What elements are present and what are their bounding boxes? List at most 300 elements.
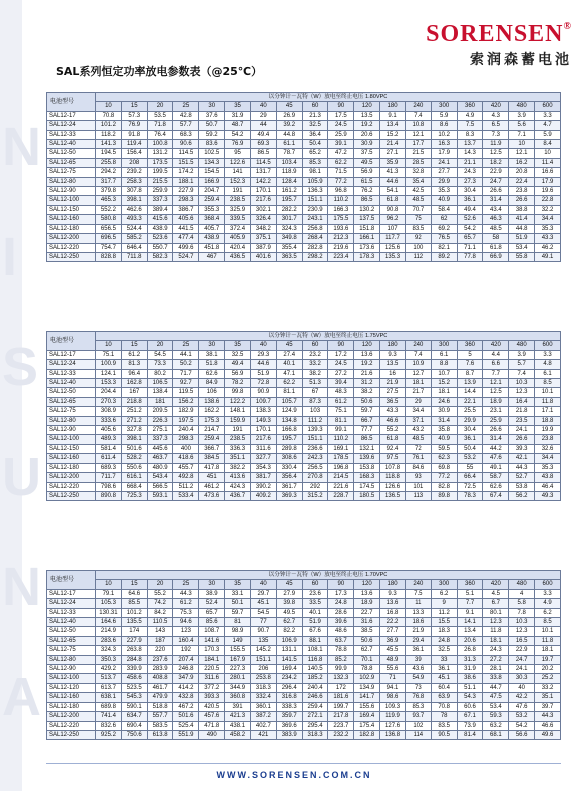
power-value-cell: 134.8 — [276, 416, 302, 425]
table-row — [47, 599, 561, 608]
time-column-header: 20 — [147, 341, 173, 350]
table-row — [47, 388, 561, 397]
power-value-cell: 356.4 — [276, 473, 302, 482]
power-value-cell: 272.1 — [302, 712, 328, 721]
power-value-cell: 10 — [535, 149, 561, 158]
power-value-cell: 301.7 — [276, 215, 302, 224]
power-value-cell: 49.4 — [250, 130, 276, 139]
power-value-cell: 317.7 — [96, 177, 122, 186]
power-value-cell: 110.2 — [328, 196, 354, 205]
power-value-cell: 110.5 — [147, 618, 173, 627]
power-value-cell: 92.4 — [380, 444, 406, 453]
power-value-cell: 47.6 — [483, 454, 509, 463]
power-value-cell: 101 — [405, 482, 431, 491]
power-value-cell: 243.1 — [302, 215, 328, 224]
watermark-letter: A — [2, 667, 41, 727]
power-value-cell: 92.7 — [173, 379, 199, 388]
power-value-cell: 47.5 — [483, 693, 509, 702]
power-value-cell: 72.8 — [250, 379, 276, 388]
power-value-cell: 401.6 — [250, 252, 276, 261]
model-cell: SAL12-180 — [47, 224, 96, 233]
power-value-cell: 339.9 — [121, 665, 147, 674]
time-column-header: 300 — [431, 580, 457, 589]
power-value-cell: 54.9 — [405, 674, 431, 683]
table-row — [47, 674, 561, 683]
power-value-cell: 99.8 — [225, 388, 251, 397]
power-value-cell: 149 — [225, 636, 251, 645]
model-cell: SAL12-160 — [47, 454, 96, 463]
power-value-cell: 217.6 — [250, 196, 276, 205]
time-column-header: 480 — [509, 580, 535, 589]
power-value-cell: 238.5 — [225, 196, 251, 205]
power-value-cell: 11.2 — [431, 608, 457, 617]
power-value-cell: 56.9 — [354, 168, 380, 177]
power-value-cell: 37.6 — [199, 111, 225, 120]
power-value-cell: 93 — [405, 473, 431, 482]
power-value-cell: 10.1 — [535, 388, 561, 397]
power-value-cell: 131.1 — [276, 646, 302, 655]
power-value-cell: 49.1 — [483, 463, 509, 472]
power-value-cell: 134.3 — [199, 158, 225, 167]
power-value-cell: 46.6 — [380, 416, 406, 425]
power-value-cell: 78.8 — [354, 665, 380, 674]
model-cell: SAL12-90 — [47, 187, 96, 196]
power-value-cell: 12.3 — [509, 388, 535, 397]
power-value-cell: 90.6 — [173, 140, 199, 149]
power-value-cell: 253.8 — [250, 674, 276, 683]
power-value-cell: 131.2 — [147, 149, 173, 158]
time-column-header: 15 — [121, 102, 147, 111]
power-value-cell: 51.9 — [250, 369, 276, 378]
time-column-header: 60 — [302, 580, 328, 589]
power-value-cell: 49.4 — [457, 205, 483, 214]
power-value-cell: 23.8 — [509, 187, 535, 196]
power-value-cell: 218.8 — [121, 397, 147, 406]
power-value-cell: 354.3 — [250, 463, 276, 472]
power-value-cell: 9 — [431, 599, 457, 608]
power-value-cell: 292 — [302, 482, 328, 491]
power-value-cell: 81.3 — [121, 360, 147, 369]
power-value-cell: 42.8 — [173, 111, 199, 120]
power-value-cell: 138.3 — [250, 407, 276, 416]
power-value-cell: 35.1 — [535, 693, 561, 702]
power-value-cell: 39.7 — [535, 702, 561, 711]
power-value-cell: 72 — [405, 444, 431, 453]
power-value-cell: 9.3 — [380, 589, 406, 598]
power-value-cell: 37.1 — [405, 416, 431, 425]
power-value-cell: 585.2 — [121, 234, 147, 243]
table-row — [47, 416, 561, 425]
power-value-cell: 78.3 — [457, 491, 483, 500]
power-value-cell: 24.8 — [431, 636, 457, 645]
power-value-cell: 382.2 — [225, 463, 251, 472]
model-cell: SAL12-50 — [47, 388, 96, 397]
power-value-cell: 44.2 — [483, 444, 509, 453]
model-cell: SAL12-180 — [47, 463, 96, 472]
power-value-cell: 16.4 — [509, 397, 535, 406]
time-column-header: 25 — [173, 102, 199, 111]
power-value-cell: 50.4 — [302, 140, 328, 149]
power-value-cell: 21.9 — [380, 379, 406, 388]
power-value-cell: 46.4 — [535, 482, 561, 491]
power-value-cell: 25.2 — [535, 674, 561, 683]
power-value-cell: 19.2 — [354, 360, 380, 369]
power-value-cell: 236.6 — [302, 444, 328, 453]
power-value-cell: 40.1 — [276, 360, 302, 369]
power-value-cell: 6.1 — [431, 350, 457, 359]
power-value-cell: 6.5 — [483, 121, 509, 130]
table-row — [47, 608, 561, 617]
time-column-header: 420 — [483, 341, 509, 350]
power-value-cell: 226.3 — [147, 416, 173, 425]
power-value-cell: 366.7 — [199, 444, 225, 453]
power-value-cell: 18.1 — [483, 636, 509, 645]
power-value-cell: 8.8 — [431, 360, 457, 369]
power-value-cell: 432.8 — [173, 693, 199, 702]
power-value-cell: 16.2 — [509, 158, 535, 167]
power-value-cell: 43.3 — [380, 407, 406, 416]
power-value-cell: 85.5 — [121, 599, 147, 608]
power-value-cell: 10.7 — [431, 369, 457, 378]
time-column-header: 30 — [199, 341, 225, 350]
power-value-cell: 582.3 — [147, 252, 173, 261]
power-value-cell: 14.4 — [457, 388, 483, 397]
time-column-header: 40 — [250, 580, 276, 589]
power-value-cell: 53.4 — [509, 243, 535, 252]
power-value-cell: 393.3 — [199, 693, 225, 702]
power-value-cell: 178.3 — [354, 252, 380, 261]
power-value-cell: 61.2 — [328, 397, 354, 406]
power-value-cell: 132.1 — [354, 444, 380, 453]
power-value-cell: 152.3 — [225, 177, 251, 186]
power-value-cell: 337.3 — [147, 196, 173, 205]
model-cell: SAL12-80 — [47, 177, 96, 186]
power-value-cell: 4.9 — [457, 111, 483, 120]
power-value-cell: 8.3 — [457, 130, 483, 139]
table-row — [47, 168, 561, 177]
time-column-header: 120 — [354, 341, 380, 350]
power-value-cell: 36.5 — [380, 397, 406, 406]
power-value-cell: 6.2 — [431, 589, 457, 598]
power-value-cell: 327.8 — [121, 426, 147, 435]
power-value-cell: 690.4 — [121, 721, 147, 730]
power-value-cell: 85.2 — [328, 655, 354, 664]
power-value-cell: 32.5 — [302, 121, 328, 130]
power-value-cell: 44.8 — [276, 130, 302, 139]
power-value-cell: 40.9 — [431, 196, 457, 205]
power-value-cell: 16.6 — [535, 168, 561, 177]
power-value-cell: 94.6 — [173, 618, 199, 627]
power-value-cell: 61.1 — [276, 140, 302, 149]
time-column-header: 420 — [483, 102, 509, 111]
table-row — [47, 177, 561, 186]
power-value-cell: 424.3 — [225, 482, 251, 491]
power-value-cell: 62.2 — [276, 379, 302, 388]
time-column-header: 45 — [276, 102, 302, 111]
power-value-cell: 458.6 — [121, 674, 147, 683]
power-value-cell: 38.2 — [302, 369, 328, 378]
model-cell: SAL12-250 — [47, 491, 96, 500]
power-value-cell: 52.6 — [457, 215, 483, 224]
power-value-cell: 54.2 — [225, 130, 251, 139]
power-value-cell: 551.9 — [173, 730, 199, 739]
power-value-cell: 10.9 — [405, 360, 431, 369]
power-value-cell: 24.5 — [328, 121, 354, 130]
power-value-cell: 80.1 — [483, 608, 509, 617]
power-value-cell: 18.8 — [535, 416, 561, 425]
power-value-cell: 48.7 — [225, 121, 251, 130]
power-value-cell: 77.7 — [354, 426, 380, 435]
power-value-cell: 68.1 — [483, 730, 509, 739]
power-value-cell: 39.1 — [328, 140, 354, 149]
table-row — [47, 130, 561, 139]
power-value-cell: 741.4 — [96, 712, 122, 721]
power-value-cell: 18.3 — [431, 627, 457, 636]
power-value-cell: 750.6 — [121, 730, 147, 739]
power-value-cell: 13.6 — [380, 599, 406, 608]
power-value-cell: 9.1 — [380, 111, 406, 120]
power-value-cell: 9.1 — [457, 608, 483, 617]
power-value-cell: 337.3 — [147, 435, 173, 444]
power-value-cell: 87.3 — [302, 397, 328, 406]
power-value-cell: 39.2 — [276, 121, 302, 130]
power-value-cell: 137.5 — [354, 215, 380, 224]
table-row — [47, 618, 561, 627]
power-value-cell: 11.8 — [535, 397, 561, 406]
power-value-cell: 48.5 — [405, 435, 431, 444]
power-value-cell: 12.1 — [509, 149, 535, 158]
model-cell: SAL12-65 — [47, 636, 96, 645]
power-value-cell: 36.1 — [431, 665, 457, 674]
power-value-cell: 15.5 — [431, 618, 457, 627]
power-value-cell: 8.7 — [457, 369, 483, 378]
power-value-cell: 141.6 — [199, 636, 225, 645]
table-row — [47, 683, 561, 692]
power-value-cell: 52.7 — [509, 473, 535, 482]
time-column-header: 45 — [276, 580, 302, 589]
power-value-cell: 39 — [405, 655, 431, 664]
power-value-cell: 13.5 — [380, 360, 406, 369]
power-value-cell: 68.3 — [173, 130, 199, 139]
power-value-cell: 103 — [302, 407, 328, 416]
power-value-cell: 217.6 — [250, 435, 276, 444]
power-value-cell: 85.3 — [405, 702, 431, 711]
power-value-cell: 499.6 — [173, 243, 199, 252]
power-value-cell: 95 — [225, 149, 251, 158]
power-value-cell: 83.6 — [199, 140, 225, 149]
power-value-cell: 21.7 — [405, 388, 431, 397]
power-value-cell: 35.3 — [535, 224, 561, 233]
power-value-cell: 455.7 — [173, 463, 199, 472]
model-cell: SAL12-40 — [47, 140, 96, 149]
power-value-cell: 135.5 — [121, 618, 147, 627]
power-value-cell: 294.2 — [96, 168, 122, 177]
power-value-cell: 513.7 — [96, 674, 122, 683]
power-value-cell: 25.5 — [457, 407, 483, 416]
power-value-cell: 326.4 — [250, 215, 276, 224]
model-cell: SAL12-75 — [47, 168, 96, 177]
watermark-letter: U — [2, 447, 41, 507]
power-value-cell: 76.4 — [147, 130, 173, 139]
watermark-letter: S — [2, 337, 39, 397]
power-value-cell: 307.8 — [121, 187, 147, 196]
power-value-cell: 238.5 — [225, 435, 251, 444]
power-value-cell: 32.5 — [225, 350, 251, 359]
power-value-cell: 151.8 — [354, 224, 380, 233]
power-value-cell: 15.2 — [431, 379, 457, 388]
power-value-cell: 24.1 — [431, 158, 457, 167]
power-value-cell: 43.6 — [405, 665, 431, 674]
power-value-cell: 44.7 — [483, 683, 509, 692]
power-value-cell: 14.1 — [457, 618, 483, 627]
power-value-cell: 5.8 — [509, 599, 535, 608]
power-value-cell: 60.4 — [431, 683, 457, 692]
power-value-cell: 355.4 — [276, 243, 302, 252]
time-column-header: 40 — [250, 341, 276, 350]
power-value-cell: 40.1 — [302, 608, 328, 617]
power-value-cell: 100.8 — [147, 140, 173, 149]
power-value-cell: 118.2 — [96, 130, 122, 139]
power-value-cell: 27.2 — [483, 655, 509, 664]
power-value-cell: 524.7 — [173, 252, 199, 261]
model-cell: SAL12-17 — [47, 350, 96, 359]
power-value-cell: 94.1 — [380, 683, 406, 692]
power-value-cell: 324.3 — [96, 646, 122, 655]
power-value-cell: 223.7 — [328, 721, 354, 730]
power-value-cell: 689.3 — [96, 463, 122, 472]
power-value-cell: 86.5 — [354, 196, 380, 205]
power-value-cell: 38.1 — [199, 350, 225, 359]
power-value-cell: 139.3 — [302, 426, 328, 435]
power-value-cell: 153.3 — [96, 379, 122, 388]
power-value-cell: 44 — [250, 121, 276, 130]
power-value-cell: 383.9 — [276, 730, 302, 739]
power-value-cell: 135 — [250, 636, 276, 645]
power-value-cell: 33.8 — [483, 674, 509, 683]
power-value-cell: 27.4 — [276, 350, 302, 359]
power-value-cell: 467.2 — [173, 702, 199, 711]
power-value-cell: 27.7 — [380, 627, 406, 636]
power-value-cell: 191 — [225, 187, 251, 196]
power-value-cell: 24.8 — [328, 599, 354, 608]
power-value-cell: 232.2 — [328, 730, 354, 739]
power-value-cell: 50.6 — [354, 636, 380, 645]
power-value-cell: 457.6 — [199, 712, 225, 721]
table-row — [47, 140, 561, 149]
discharge-table — [46, 92, 561, 262]
power-value-cell: 339.5 — [225, 215, 251, 224]
power-value-cell: 219.6 — [328, 243, 354, 252]
model-cell: SAL12-90 — [47, 665, 96, 674]
power-value-cell: 67.4 — [483, 491, 509, 500]
watermark-letter: N — [2, 557, 41, 617]
time-column-header: 480 — [509, 102, 535, 111]
power-value-cell: 53.2 — [457, 454, 483, 463]
power-value-cell: 336.3 — [225, 444, 251, 453]
power-value-cell: 489.3 — [96, 435, 122, 444]
power-value-cell: 60.6 — [457, 702, 483, 711]
power-value-cell: 32.6 — [535, 444, 561, 453]
power-value-cell: 420.5 — [199, 702, 225, 711]
power-value-cell: 23.6 — [302, 589, 328, 598]
time-column-header: 15 — [121, 580, 147, 589]
power-value-cell: 96.8 — [328, 187, 354, 196]
power-value-cell: 39.4 — [328, 379, 354, 388]
power-value-cell: 122.6 — [225, 158, 251, 167]
power-value-cell: 53.4 — [483, 702, 509, 711]
power-value-cell: 22.2 — [380, 618, 406, 627]
power-value-cell: 5.9 — [431, 111, 457, 120]
power-value-cell: 215.5 — [147, 177, 173, 186]
power-value-cell: 387.2 — [250, 712, 276, 721]
power-value-cell: 405.7 — [199, 224, 225, 233]
power-value-cell: 480.9 — [147, 463, 173, 472]
power-value-cell: 130.2 — [354, 205, 380, 214]
power-value-cell: 156.4 — [121, 149, 147, 158]
power-value-cell: 550.7 — [147, 243, 173, 252]
table-row — [47, 187, 561, 196]
power-value-cell: 49.1 — [535, 252, 561, 261]
power-value-cell: 581.4 — [96, 444, 122, 453]
power-value-cell: 10.1 — [535, 627, 561, 636]
power-value-cell: 128.4 — [276, 177, 302, 186]
power-value-cell: 66.4 — [457, 473, 483, 482]
power-value-cell: 24.3 — [457, 168, 483, 177]
power-value-cell: 18.1 — [535, 646, 561, 655]
time-column-header: 360 — [457, 341, 483, 350]
power-value-cell: 174 — [121, 627, 147, 636]
power-value-cell: 405.6 — [96, 426, 122, 435]
power-value-cell: 98.6 — [380, 693, 406, 702]
power-value-cell: 45.5 — [380, 646, 406, 655]
power-value-cell: 467 — [199, 252, 225, 261]
power-value-cell: 3.9 — [509, 350, 535, 359]
power-value-cell: 545.3 — [121, 693, 147, 702]
power-value-cell: 49.5 — [276, 608, 302, 617]
model-cell: SAL12-65 — [47, 158, 96, 167]
power-value-cell: 501.6 — [173, 712, 199, 721]
power-value-cell: 170.1 — [250, 426, 276, 435]
power-value-cell: 126.6 — [380, 482, 406, 491]
power-value-cell: 48.6 — [328, 627, 354, 636]
power-value-cell: 725.3 — [121, 491, 147, 500]
power-value-cell: 580.8 — [96, 215, 122, 224]
power-value-cell: 33.2 — [535, 683, 561, 692]
power-value-cell: 56.2 — [509, 491, 535, 500]
power-value-cell: 100 — [405, 243, 431, 252]
power-value-cell: 44.8 — [509, 224, 535, 233]
power-value-cell: 420.4 — [225, 243, 251, 252]
discharge-condition-header: 以分钟计－瓦特（W）放电至终止电压 1.70VPC — [96, 571, 561, 580]
model-column-header: 电池型号 — [47, 571, 96, 590]
power-value-cell: 355.3 — [199, 205, 225, 214]
power-value-cell: 389.4 — [147, 205, 173, 214]
power-value-cell: 50.1 — [225, 599, 251, 608]
table-row — [47, 646, 561, 655]
power-value-cell: 208 — [121, 158, 147, 167]
power-value-cell: 118.8 — [380, 473, 406, 482]
power-value-cell: 166.8 — [276, 426, 302, 435]
power-value-cell: 122.2 — [225, 397, 251, 406]
power-value-cell: 38.5 — [354, 627, 380, 636]
power-value-cell: 156.2 — [173, 397, 199, 406]
table-row — [47, 712, 561, 721]
power-value-cell: 22.9 — [509, 646, 535, 655]
power-value-cell: 7.8 — [509, 608, 535, 617]
side-watermark-band — [0, 0, 41, 791]
time-column-header: 360 — [457, 580, 483, 589]
power-value-cell: 123 — [173, 627, 199, 636]
